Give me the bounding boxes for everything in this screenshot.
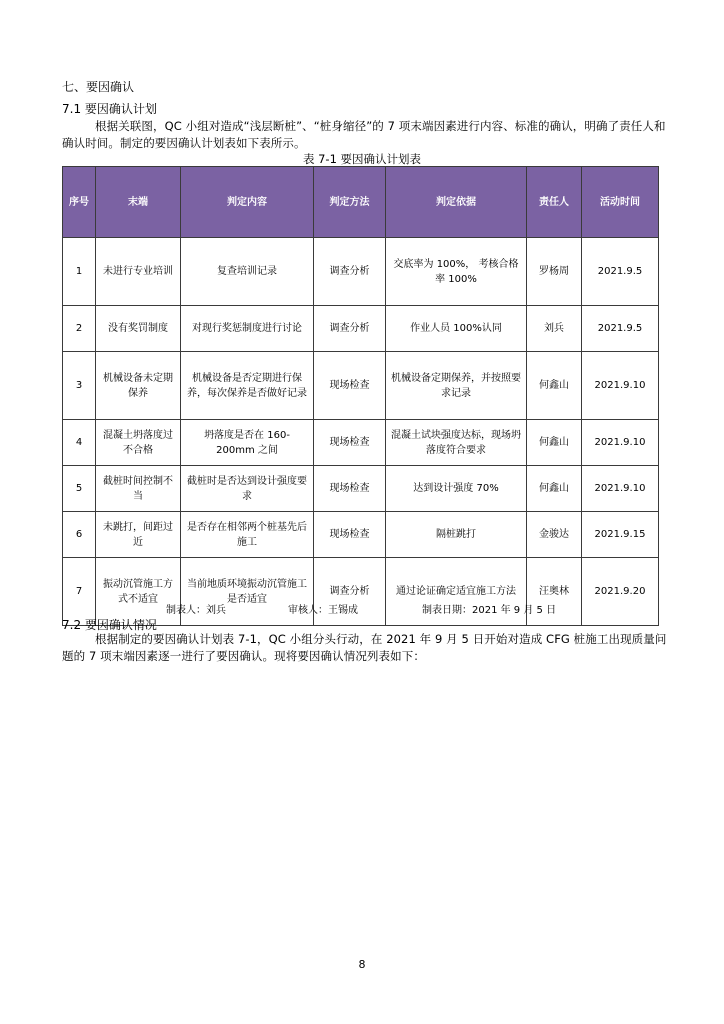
header-basis: 判定依据 bbox=[386, 167, 527, 238]
cell-seq: 6 bbox=[63, 512, 96, 558]
cell-method: 调查分析 bbox=[314, 558, 386, 626]
cell-basis: 交底率为 100%， 考核合格率 100% bbox=[386, 238, 527, 306]
cell-date: 2021.9.10 bbox=[582, 352, 659, 420]
cell-content: 复查培训记录 bbox=[181, 238, 314, 306]
cell-seq: 5 bbox=[63, 466, 96, 512]
cell-owner: 何鑫山 bbox=[527, 420, 582, 466]
cell-owner: 何鑫山 bbox=[527, 352, 582, 420]
header-content: 判定内容 bbox=[181, 167, 314, 238]
page-number: 8 bbox=[358, 958, 366, 971]
header-seq: 序号 bbox=[63, 167, 96, 238]
cell-method: 现场检查 bbox=[314, 512, 386, 558]
table-row bbox=[63, 352, 659, 420]
cell-end-cause: 未进行专业培训 bbox=[96, 238, 181, 306]
subsection-heading-status: 7.2 要因确认情况 bbox=[62, 618, 157, 632]
cell-basis: 机械设备定期保养，并按照要求记录 bbox=[386, 352, 527, 420]
cell-seq: 3 bbox=[63, 352, 96, 420]
table-maker: 制表人：刘兵 bbox=[166, 605, 226, 616]
cell-content: 坍落度是否在 160-200mm 之间 bbox=[181, 420, 314, 466]
table-row bbox=[63, 238, 659, 306]
cell-date: 2021.9.5 bbox=[582, 238, 659, 306]
cell-content: 是否存在相邻两个桩基先后施工 bbox=[181, 512, 314, 558]
subsection-heading-plan: 7.1 要因确认计划 bbox=[62, 102, 157, 116]
cell-method: 调查分析 bbox=[314, 306, 386, 352]
cell-basis: 混凝土试块强度达标，现场坍落度符合要求 bbox=[386, 420, 527, 466]
cell-date: 2021.9.10 bbox=[582, 466, 659, 512]
section-heading: 七、要因确认 bbox=[62, 80, 135, 94]
cell-end-cause: 机械设备未定期保养 bbox=[96, 352, 181, 420]
cell-date: 2021.9.10 bbox=[582, 420, 659, 466]
cell-owner: 金骏达 bbox=[527, 512, 582, 558]
cell-method: 调查分析 bbox=[314, 238, 386, 306]
cell-content: 当前地质环境振动沉管施工是否适宜 bbox=[181, 558, 314, 626]
status-paragraph: 根据制定的要因确认计划表 7-1，QC 小组分头行动，在 2021 年 9 月 5 日开始对造成 CFG 桩施工出现质量问题的 7 项末端因素逐一进行了要因确认。现将要因确认情况列表如下： bbox=[62, 632, 667, 663]
cell-seq: 7 bbox=[63, 558, 96, 626]
cell-seq: 2 bbox=[63, 306, 96, 352]
cell-owner: 刘兵 bbox=[527, 306, 582, 352]
table-date: 制表日期：2021 年 9 月 5 日 bbox=[422, 605, 557, 616]
intro-paragraph: 根据关联图，QC 小组对造成“浅层断桩”、“桩身缩径”的 7 项末端因素进行内容、标准的确认，明确了责任人和确认时间。制定的要因确认计划表如下表所示。 bbox=[62, 119, 666, 150]
cell-content: 截桩时是否达到设计强度要求 bbox=[181, 466, 314, 512]
header-method: 判定方法 bbox=[314, 167, 386, 238]
cell-method: 现场检查 bbox=[314, 466, 386, 512]
cell-date: 2021.9.5 bbox=[582, 306, 659, 352]
table-row bbox=[63, 466, 659, 512]
table-reviewer: 审核人：王锡成 bbox=[288, 605, 358, 616]
cell-basis: 隔桩跳打 bbox=[386, 512, 527, 558]
cell-method: 现场检查 bbox=[314, 420, 386, 466]
confirmation-plan-table bbox=[62, 166, 659, 626]
header-end-cause: 末端 bbox=[96, 167, 181, 238]
cell-date: 2021.9.20 bbox=[582, 558, 659, 626]
cell-end-cause: 振动沉管施工方式不适宜 bbox=[96, 558, 181, 626]
cell-content: 机械设备是否定期进行保养，每次保养是否做好记录 bbox=[181, 352, 314, 420]
cell-owner: 汪奥林 bbox=[527, 558, 582, 626]
cell-seq: 4 bbox=[63, 420, 96, 466]
cell-end-cause: 截桩时间控制不当 bbox=[96, 466, 181, 512]
cell-basis: 达到设计强度 70% bbox=[386, 466, 527, 512]
cell-owner: 罗杨周 bbox=[527, 238, 582, 306]
cell-end-cause: 混凝土坍落度过不合格 bbox=[96, 420, 181, 466]
cell-end-cause: 未跳打，间距过近 bbox=[96, 512, 181, 558]
cell-date: 2021.9.15 bbox=[582, 512, 659, 558]
table-row bbox=[63, 306, 659, 352]
table-row bbox=[63, 420, 659, 466]
header-date: 活动时间 bbox=[582, 167, 659, 238]
cell-seq: 1 bbox=[63, 238, 96, 306]
table-header-row bbox=[63, 167, 659, 238]
header-owner: 责任人 bbox=[527, 167, 582, 238]
cell-owner: 何鑫山 bbox=[527, 466, 582, 512]
cell-content: 对现行奖惩制度进行讨论 bbox=[181, 306, 314, 352]
table-caption: 表 7-1 要因确认计划表 bbox=[302, 152, 422, 166]
table-row bbox=[63, 512, 659, 558]
cell-end-cause: 没有奖罚制度 bbox=[96, 306, 181, 352]
cell-basis: 通过论证确定适宜施工方法 bbox=[386, 558, 527, 626]
cell-method: 现场检查 bbox=[314, 352, 386, 420]
cell-basis: 作业人员 100%认同 bbox=[386, 306, 527, 352]
